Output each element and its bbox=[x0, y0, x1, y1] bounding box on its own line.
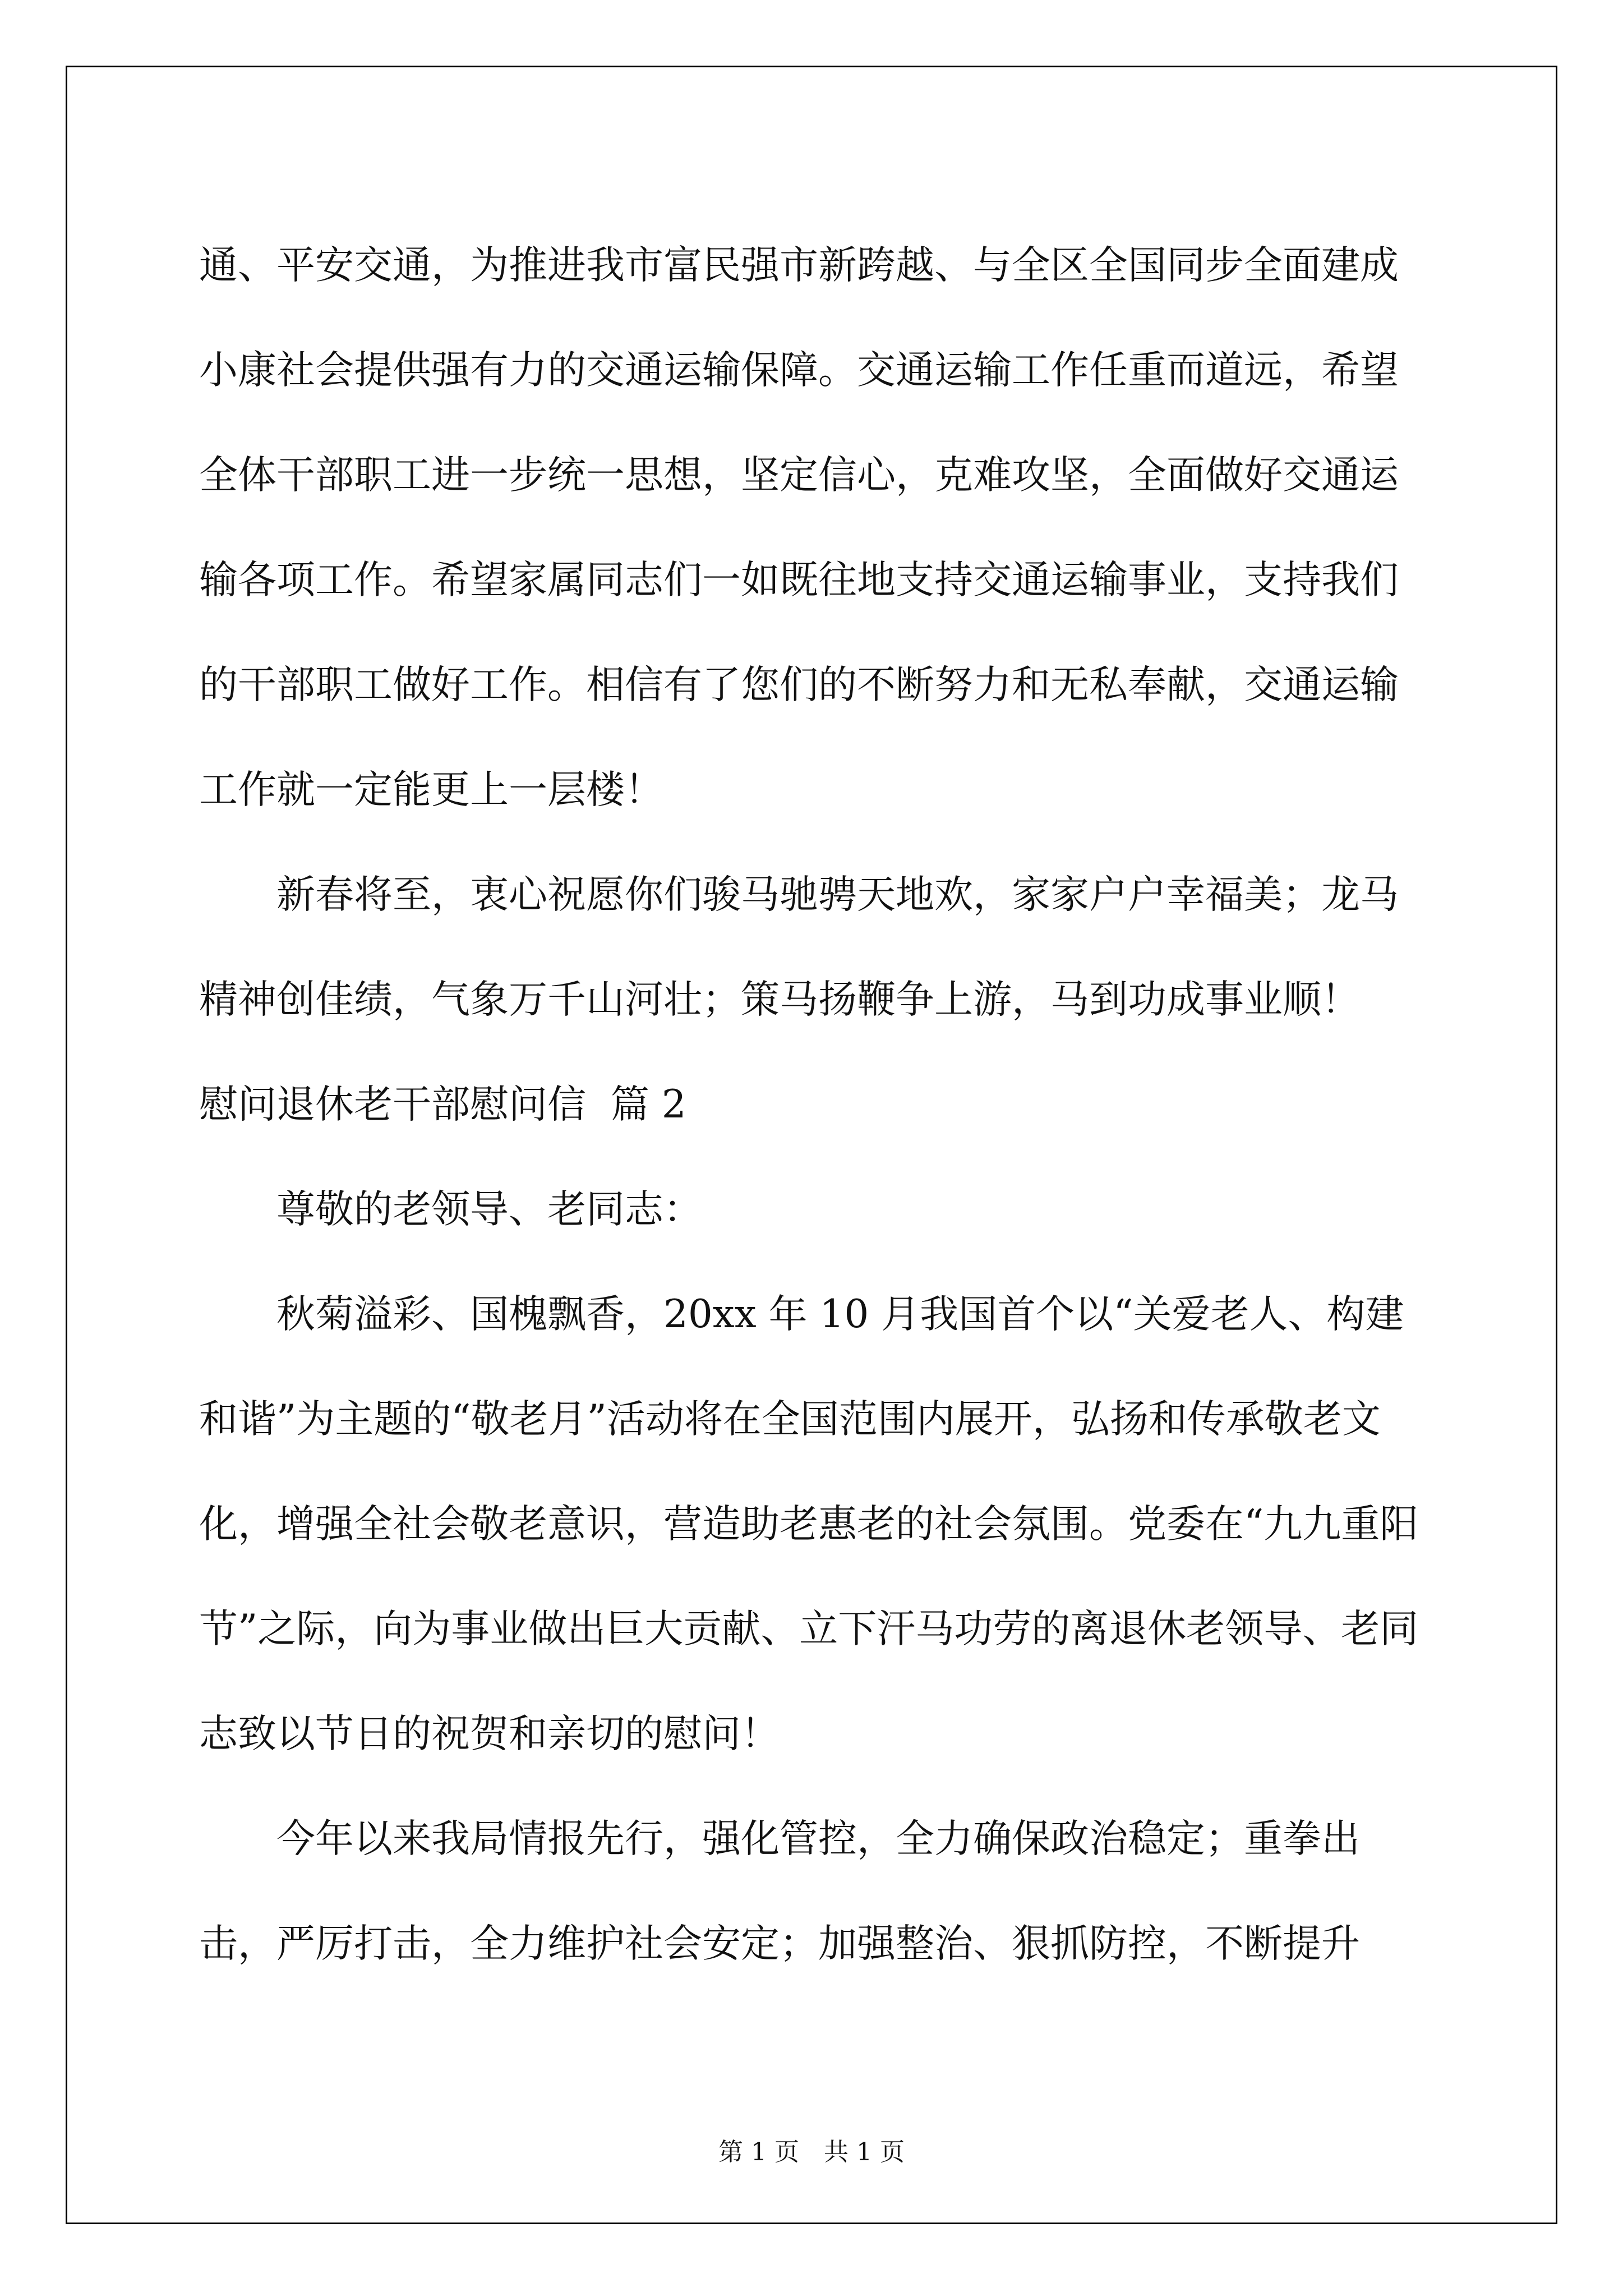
page-footer: 第 1 页 共 1 页 bbox=[718, 2138, 905, 2166]
document-body bbox=[199, 213, 1427, 1996]
paragraph-continued: 通、平安交通，为推进我市富民强市新跨越、与全区全国同步全面建成小康社会提供强有力的交通运输保障。交通运输工作任重而道远，希望全体干部职工进一步统一思想，坚定信心，克难攻坚，全面做好交通运输各项工作。希望家属同志们一如既往地支持交通运输事业，支持我们的干部职工做好工作。相信有了您们的不断努力和无私奉献，交通运输工作就一定能更上一层楼！ bbox=[199, 243, 1399, 812]
paragraph-new-year-wishes: 新春将至，衷心祝愿你们骏马驰骋天地欢，家家户户幸福美；龙马精神创佳绩，气象万千山河壮；策马扬鞭争上游，马到功成事业顺！ bbox=[199, 872, 1399, 1022]
paragraph-work-report: 今年以来我局情报先行，强化管控，全力确保政治稳定；重拳出击，严厉打击，全力维护社会安定；加强整治、狠抓防控，不断提升 bbox=[199, 1816, 1360, 1966]
salutation: 尊敬的老领导、老同志： bbox=[276, 1187, 702, 1232]
paragraph-respect-month: 秋菊溢彩、国槐飘香，20xx 年 10 月我国首个以“关爱老人、构建和谐”为主题的“敬老月”活动将在全国范围内展开，弘扬和传承敬老文化，增强全社会敬老意识，营造助老惠老的社会氛围。党委在“九九重阳节”之际，向为事业做出巨大贡献、立下汗马功劳的离退休老领导、老同志致以节日的祝贺和亲切的慰问！ bbox=[199, 1292, 1419, 1756]
section-heading: 慰问退休老干部慰问信 篇 2 bbox=[199, 1082, 686, 1127]
